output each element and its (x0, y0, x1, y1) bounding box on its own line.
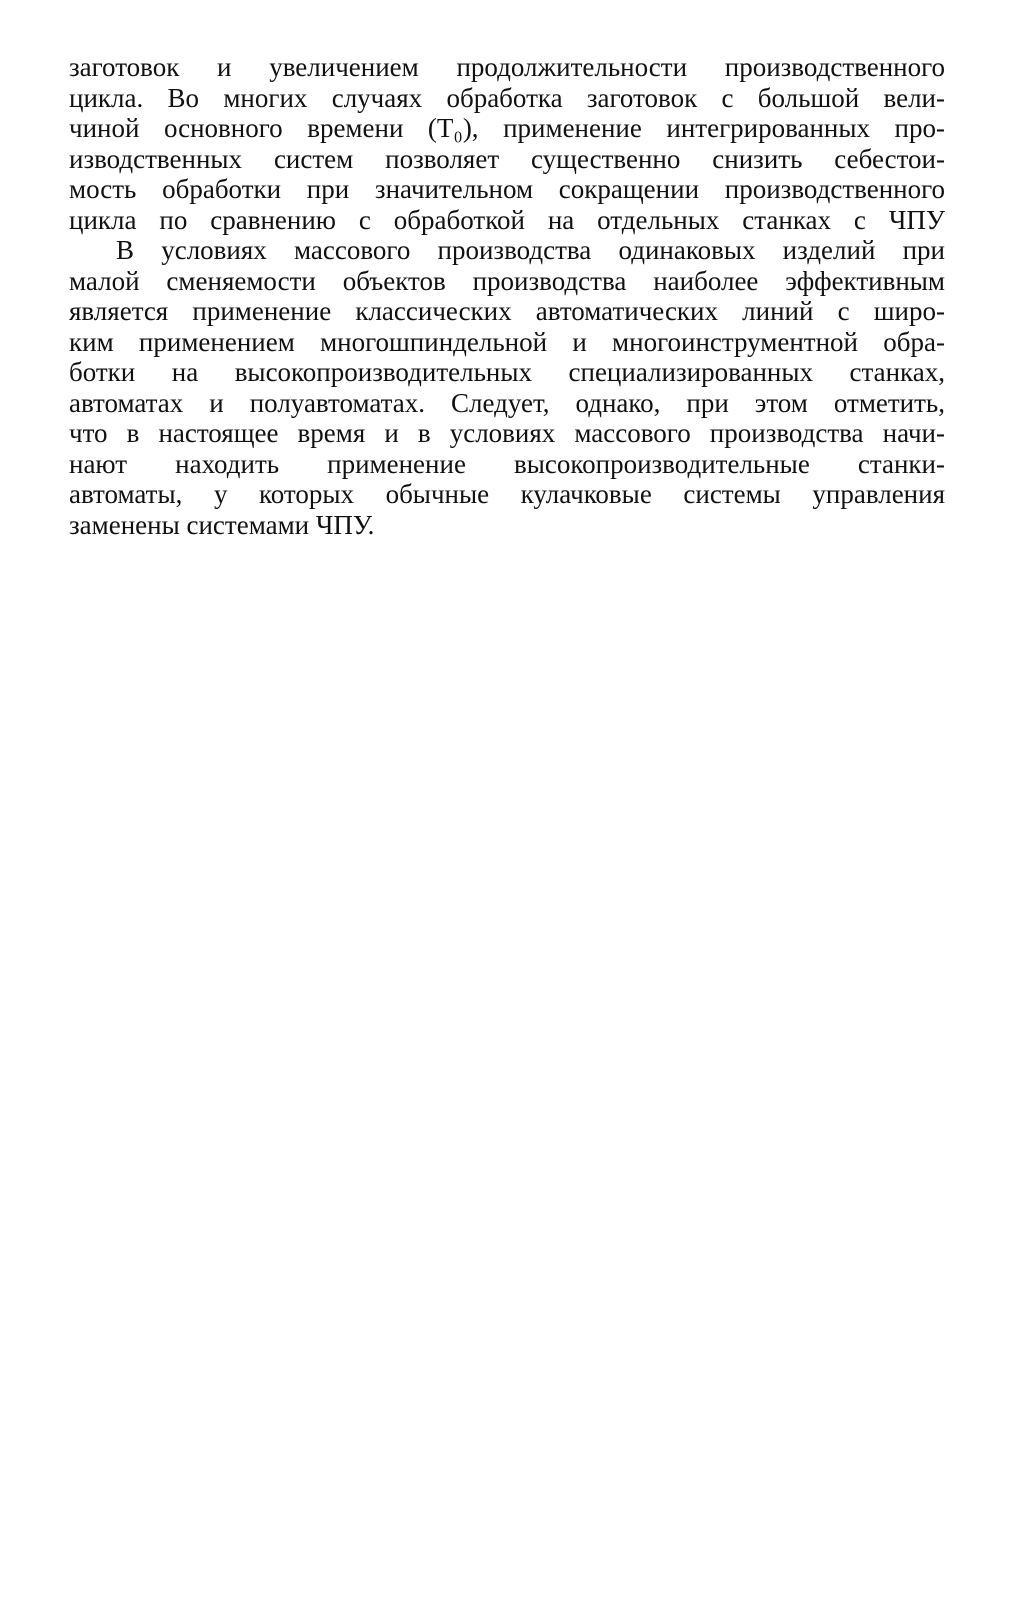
text-line: заготовок и увеличением продолжительности производственного (69, 52, 945, 82)
paragraph-1 (69, 52, 945, 235)
text-line: является применение классических автоматических линий с широ- (69, 296, 945, 326)
text-line: цикла по сравнению с обработкой на отдельных станках с ЧПУ (69, 204, 945, 235)
text-line: малой сменяемости объектов производства наиболее эффективным (69, 265, 945, 296)
text-line: автоматах и полуавтоматах. Следует, однако, при этом отметить, (69, 387, 945, 418)
text-line: В условиях массового производства одинаковых изделий при (116, 235, 945, 265)
text-line: цикла. Во многих случаях обработка заготовок с большой вели- (69, 82, 945, 113)
text-line: изводственных систем позволяет существенно снизить себестои- (69, 143, 945, 174)
paragraph-2 (69, 235, 945, 540)
text-line: заменены системами ЧПУ. (69, 509, 375, 540)
text-line: нают находить применение высокопроизводительные станки- (69, 448, 945, 479)
document-page (69, 52, 945, 540)
text-line: чиной основного времени (T₀), применение интегрированных про- (69, 113, 945, 143)
text-line: что в настоящее время и в условиях массового производства начи- (69, 418, 945, 448)
text-line: ким применением многошпиндельной и многоинструментной обра- (69, 326, 945, 357)
text-line: мость обработки при значительном сокращении производственного (69, 174, 945, 204)
text-line: ботки на высокопроизводительных специализированных станках, (69, 357, 945, 387)
text-line: автоматы, у которых обычные кулачковые системы управления (69, 479, 945, 509)
